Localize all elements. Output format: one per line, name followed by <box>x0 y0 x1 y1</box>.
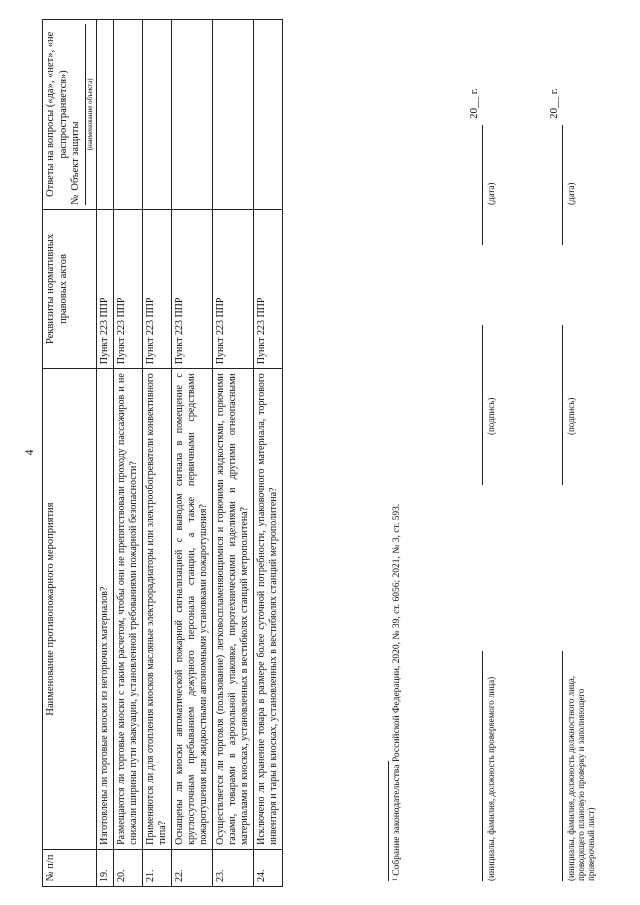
header-sub <box>70 24 83 205</box>
table-row <box>97 20 114 887</box>
row-req: Пункт 223 ППР <box>172 209 213 369</box>
row-num: 20. <box>114 849 143 886</box>
row-text: Размещаются ли торговые киоски с таким расчетом, чтобы они не препятствовали проходу пассажиров и не снижали ширины пути эвакуации, установленной требованиями пожарной безопасности? <box>114 369 143 850</box>
table-row <box>114 20 143 887</box>
inspected-name-line[interactable] <box>482 651 483 881</box>
row-req: Пункт 223 ППР <box>97 209 114 369</box>
header-answers-text: Ответы на вопросы («да», «нет», «не распространяется») <box>45 31 69 197</box>
row-num: 19. <box>97 849 114 886</box>
inspector-name-line[interactable] <box>562 651 563 881</box>
row-req: Пункт 223 ППР <box>143 209 172 369</box>
inspector-signature-label: (подпись) <box>566 397 576 435</box>
row-req: Пункт 223 ППР <box>213 209 254 369</box>
table-row <box>172 20 213 887</box>
header-num: № п/п <box>43 849 97 886</box>
inspector-date-line[interactable] <box>562 125 563 245</box>
header-num-short: № <box>70 194 82 205</box>
row-text: Осуществляется ли торговля (пользование) легковоспламеняющимися и горючими жидкостями, горючими газами, товарами в аэрозольной упаковке, пиротехническими изделиями и другими огнеопасными материалами в киосках, установленных в вестибюлях станций метрополитена? <box>213 369 254 850</box>
row-num: 23. <box>213 849 254 886</box>
inspector-year: 20__ г. <box>548 88 560 119</box>
row-answer[interactable] <box>143 20 172 210</box>
header-object-sub: (наименование объекта) <box>85 24 94 205</box>
footnote: ¹ Собрание законодательства Российской Федерации, 2020, № 39, ст. 6056; 2021, № 3, ст. 593. <box>392 503 402 881</box>
page-number: 4 <box>22 449 36 456</box>
row-num: 22. <box>172 849 213 886</box>
row-num: 21. <box>143 849 172 886</box>
inspector-date-label: (дата) <box>566 182 576 205</box>
inspected-label: (инициалы, фамилия, должность проверяемого лица) <box>486 676 496 881</box>
table-header-row <box>43 20 97 887</box>
row-req: Пункт 223 ППР <box>114 209 143 369</box>
row-answer[interactable] <box>213 20 254 210</box>
inspected-signature-line[interactable] <box>482 325 483 485</box>
header-answers <box>43 20 97 210</box>
row-req: Пункт 223 ППР <box>254 209 283 369</box>
inspector-label: (инициалы, фамилия, должность должностного лица, проводящего плановую проверку и заполняющего проверочный лист) <box>566 675 596 881</box>
checklist-table <box>42 19 283 887</box>
row-num: 24. <box>254 849 283 886</box>
inspected-year: 20__ г. <box>468 88 480 119</box>
header-name: Наименование противопожарного мероприятия <box>43 369 97 850</box>
inspected-date-label: (дата) <box>486 182 496 205</box>
table-row <box>143 20 172 887</box>
row-answer[interactable] <box>254 20 283 210</box>
inspected-date-line[interactable] <box>482 125 483 245</box>
row-text: Изготовлены ли торговые киоски из негорючих материалов? <box>97 369 114 850</box>
row-text: Применяются ли для отопления киосков масляные электрорадиаторы или электрообогреватели конвективного типа? <box>143 369 172 850</box>
row-text: Исключено ли хранение товара в размере более суточной потребности, упаковочного материала, торгового инвентаря и тары в киосках, установленных в вестибюлях станций метрополитена? <box>254 369 283 850</box>
inspected-signature-label: (подпись) <box>486 397 496 435</box>
row-text: Оснащены ли киоски автоматической пожарной сигнализацией с выводом сигнала в помещение с круглосуточным пребыванием дежурного персонала станции, а также первичными средствами пожаротушения или жидкостными автономными установками пожаротушения? <box>172 369 213 850</box>
inspector-signature-line[interactable] <box>562 325 563 485</box>
row-answer[interactable] <box>97 20 114 210</box>
table-row <box>213 20 254 887</box>
header-object: Объект защиты <box>70 121 82 191</box>
footnote-divider <box>388 761 389 881</box>
row-answer[interactable] <box>114 20 143 210</box>
row-answer[interactable] <box>172 20 213 210</box>
table-row <box>254 20 283 887</box>
header-requisites: Реквизиты нормативных правовых актов <box>43 209 97 369</box>
